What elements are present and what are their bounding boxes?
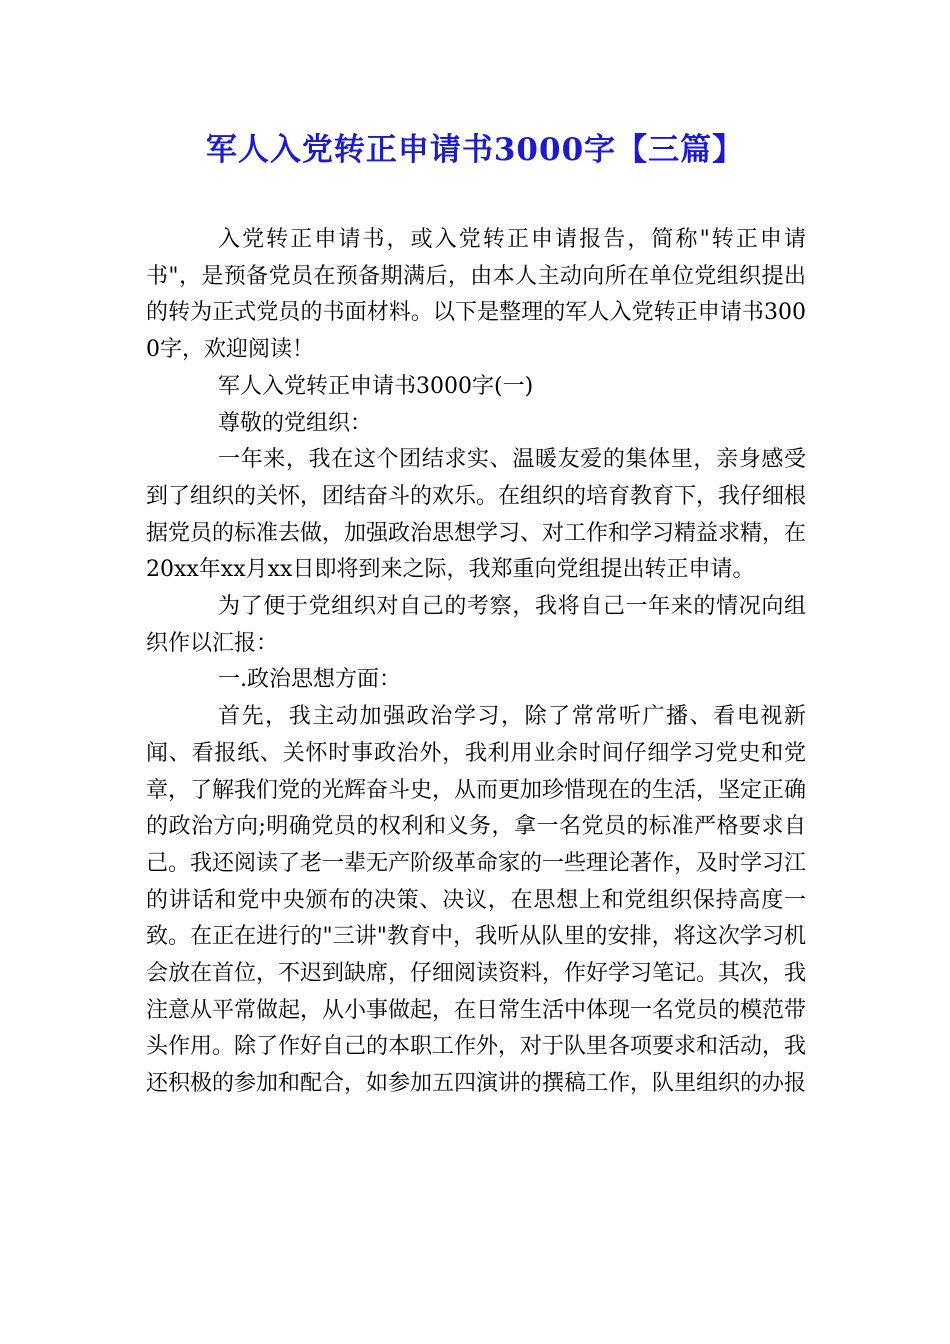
salutation: 尊敬的党组织：: [218, 410, 373, 436]
body-paragraph: 为了便于党组织对自己的考察，我将自己一年来的情况向组织作以汇报：: [146, 594, 806, 656]
body-paragraph: 首先，我主动加强政治学习，除了常常听广播、看电视新闻、看报纸、关怀时事政治外，我利用业余时间仔细学习党史和党章，了解我们党的光辉奋斗史，从而更加珍惜现在的生活，坚定正确的政治方向;明确党员的权利和义务，拿一名党员的标准严格要求自己。我还阅读了老一辈无产阶级革命家的一些理论著作，及时学习江的讲话和党中央颁布的决策、决议，在思想上和党组织保持高度一致。在正在进行的"三讲"教育中，我听从队里的安排，将这次学习机会放在首位，不迟到缺席，仔细阅读资料，作好学习笔记。其次，我注意从平常做起，从小事做起，在日常生活中体现一名党员的模范带头作用。除了作好自己的本职工作外，对于队里各项要求和活动，我还积极的参加和配合，如参加五四演讲的撰稿工作，队里组织的办报: [146, 704, 807, 1097]
section-heading-one: 军人入党转正申请书3000字(一): [218, 373, 534, 399]
document-body: [146, 222, 806, 1103]
body-paragraph: 一年来，我在这个团结求实、温暖友爱的集体里，亲身感受到了组织的关怀，团结奋斗的欢乐。在组织的培育教育下，我仔细根据党员的标准去做，加强政治思想学习、对工作和学习精益求精，在20xx年xx月xx日即将到来之际，我郑重向党组提出转正申请。: [146, 447, 807, 583]
document-title: 军人入党转正申请书3000字【三篇】: [205, 132, 745, 168]
subsection-heading-political: 一.政治思想方面：: [218, 667, 401, 693]
intro-paragraph: 入党转正申请书，或入党转正申请报告，简称"转正申请书"，是预备党员在预备期满后，由本人主动向所在单位党组织提出的转为正式党员的书面材料。以下是整理的军人入党转正申请书3000字，欢迎阅读！: [146, 227, 806, 363]
